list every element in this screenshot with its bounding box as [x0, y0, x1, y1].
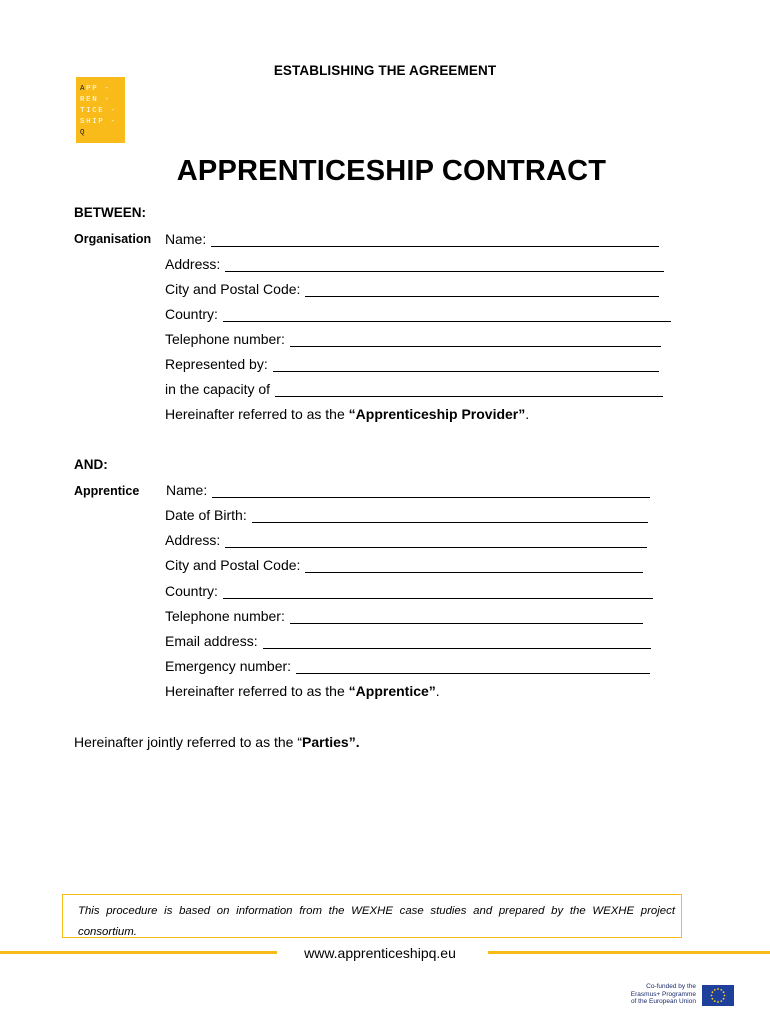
app-address-field[interactable] — [165, 530, 647, 548]
procedure-note-text: This procedure is based on information from the WEXHE case studies and prepared by the WEXHE project consortium. — [78, 905, 675, 938]
logo-line-1: PP - — [86, 85, 111, 93]
logo-line-2: REN - — [80, 96, 111, 104]
org-address-label: Address: — [165, 256, 221, 272]
org-address-field[interactable] — [165, 254, 664, 272]
document-title: APPRENTICESHIP CONTRACT — [176, 155, 607, 187]
app-dob-input-line[interactable] — [252, 509, 648, 523]
org-capacity-field[interactable] — [165, 379, 663, 397]
apprentice-referred-suffix: . — [435, 683, 440, 699]
eu-flag-icon — [702, 985, 734, 1006]
between-heading: BETWEEN: — [74, 205, 146, 220]
org-capacity-input-line[interactable] — [275, 383, 663, 397]
org-represented-label: Represented by: — [165, 356, 268, 372]
app-emergency-label: Emergency number: — [165, 658, 292, 674]
organisation-label: Organisation — [74, 232, 152, 246]
apprenticeshipq-logo: APP - REN - TICE - SHIP - Q — [76, 77, 125, 143]
provider-referred-prefix: Hereinafter referred to as the — [165, 406, 345, 422]
logo-line-3: TICE - — [80, 107, 117, 115]
app-emergency-input-line[interactable] — [296, 660, 650, 674]
app-name-field[interactable] — [166, 480, 650, 498]
app-address-input-line[interactable] — [225, 534, 647, 548]
app-email-input-line[interactable] — [263, 635, 651, 649]
parties-term: Parties”. — [302, 734, 360, 750]
footer-divider-left — [0, 951, 277, 954]
app-emergency-field[interactable] — [165, 656, 650, 674]
eu-cofunded-text — [622, 983, 696, 1006]
app-name-input-line[interactable] — [212, 484, 650, 498]
org-country-field[interactable] — [165, 304, 671, 322]
org-country-label: Country: — [165, 306, 218, 322]
and-heading: AND: — [74, 457, 108, 472]
parties-prefix: Hereinafter jointly referred to as the “ — [74, 734, 302, 750]
app-telephone-field[interactable] — [165, 606, 643, 624]
eu-text-line-3: of the European Union — [630, 998, 696, 1005]
app-dob-field[interactable] — [165, 505, 648, 523]
org-name-field[interactable] — [165, 229, 659, 247]
logo-line-5: Q — [80, 129, 87, 137]
apprentice-label: Apprentice — [74, 484, 140, 498]
org-name-input-line[interactable] — [211, 233, 659, 247]
org-address-input-line[interactable] — [225, 258, 664, 272]
org-city-field[interactable] — [165, 279, 659, 297]
org-country-input-line[interactable] — [223, 308, 671, 322]
app-email-label: Email address: — [165, 633, 258, 649]
org-telephone-field[interactable] — [165, 329, 661, 347]
app-country-input-line[interactable] — [223, 585, 653, 599]
org-telephone-label: Telephone number: — [165, 331, 285, 347]
eu-text-line-1: Co-funded by the — [646, 983, 696, 990]
page-header: ESTABLISHING THE AGREEMENT — [273, 63, 497, 78]
app-telephone-label: Telephone number: — [165, 608, 285, 624]
apprentice-referred-text — [165, 681, 440, 699]
app-address-label: Address: — [165, 532, 221, 548]
parties-text — [74, 734, 360, 750]
org-city-label: City and Postal Code: — [165, 281, 301, 297]
provider-referred-text — [165, 404, 529, 422]
provider-referred-term: “Apprenticeship Provider” — [348, 406, 526, 422]
app-dob-label: Date of Birth: — [165, 507, 247, 523]
org-telephone-input-line[interactable] — [290, 333, 661, 347]
org-capacity-label: in the capacity of — [165, 381, 271, 397]
provider-referred-suffix: . — [525, 406, 530, 422]
app-email-field[interactable] — [165, 631, 651, 649]
apprentice-referred-prefix: Hereinafter referred to as the — [165, 683, 345, 699]
procedure-note-box — [62, 894, 682, 938]
app-city-label: City and Postal Code: — [165, 557, 301, 573]
app-country-label: Country: — [165, 583, 218, 599]
org-city-input-line[interactable] — [305, 283, 659, 297]
app-country-field[interactable] — [165, 581, 653, 599]
app-city-input-line[interactable] — [305, 559, 643, 573]
app-city-field[interactable] — [165, 555, 643, 573]
apprentice-referred-term: “Apprentice” — [348, 683, 436, 699]
app-telephone-input-line[interactable] — [290, 610, 643, 624]
footer-divider-right — [488, 951, 770, 954]
app-name-label: Name: — [166, 482, 208, 498]
org-represented-input-line[interactable] — [273, 358, 659, 372]
eu-text-line-2: Erasmus+ Programme — [630, 990, 696, 998]
org-name-label: Name: — [165, 231, 207, 247]
org-represented-field[interactable] — [165, 354, 659, 372]
footer-url-link[interactable]: www.apprenticeshipq.eu — [304, 945, 456, 961]
logo-line-4: SHIP - — [80, 118, 117, 126]
